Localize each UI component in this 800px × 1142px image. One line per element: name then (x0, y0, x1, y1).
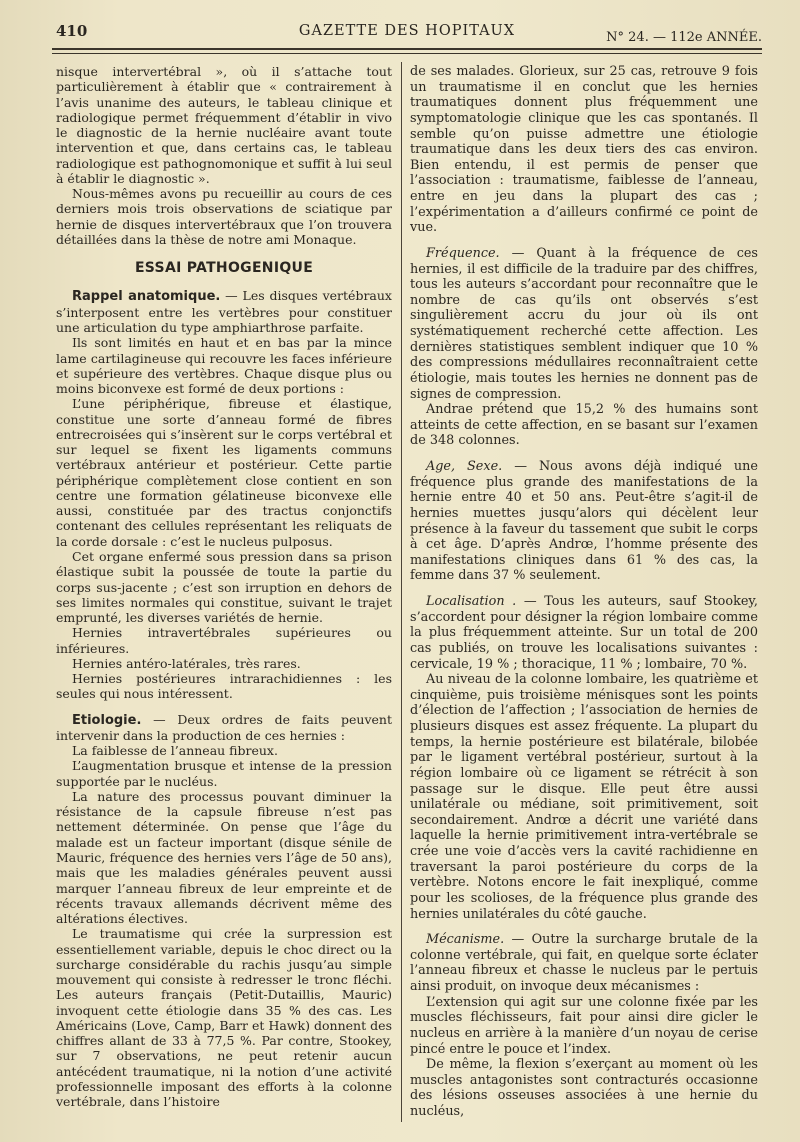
paragraph: La nature des processus pouvant diminuer la résistance de la capsule fibreuse n’est pas nettement déterminée. On pense que l’âge du malade est un facteur important (disque sénile de Mauric, fréquence des hernies vers l’âge de 50 ans), mais que les maladies générales peuvent aussi marquer l’anneau fibreux de leur empreinte et de récents travaux allemands décrivent même des altérations électives. (56, 788, 392, 927)
issue-number: N° 24. — 112e ANNÉE. (606, 30, 762, 45)
mecanisme-text: — Outre la surcharge brutale de la colonne vertébrale, qui fait, en quelque sorte éclater l’anneau fibreux et chasse le nucleus par le pertuis ainsi produit, on invoque deux mécanismes : (410, 932, 758, 994)
paragraph: de ses malades. Glorieux, sur 25 cas, retrouve 9 fois un traumatisme il en conclut que les hernies traumatiques donnent plus fréquemment une symptomatologie clinique que les cas spontanés. Il semble qu’on puisse admettre une étiologie traumatique dans les deux tiers des cas environ. Bien entendu, il est permis de penser que l’association : traumatisme, faiblesse de l’anneau, entre en jeu dans la plupart des cas ; l’expérimentation a d’ailleurs confirmé ce point de vue. (410, 64, 758, 236)
paragraph: Hernies intravertébrales supérieures ou inférieures. (56, 625, 392, 656)
paragraph: Hernies postérieures intrarachidiennes : les seules qui nous intéressent. (56, 671, 392, 702)
header-rule-thick (52, 48, 762, 50)
header-rule-thin (52, 53, 762, 54)
spacer (56, 702, 392, 712)
paragraph: L’extension qui agit sur une colonne fixée par les muscles fléchisseurs, fait pour ainsi dire gicler le nucleus en arrière à la manière d’un noyau de cerise pincé entre le pouce et l’index. (410, 994, 758, 1057)
paragraph: L’une périphérique, fibreuse et élastique, constitue une sorte d’anneau formé de fibres entrecroisées qui s’insèrent sur le corps vertébral et sur lequel se fixent les ligaments communs vertébraux antérieur et postérieur. Cette partie périphérique complètement close contient en son centre une formation gélatineuse biconvexe elle aussi, constituée par des tractus conjonctifs contenant des cellules représentant les reliquats de la corde dorsale : c’est le nucleus pulposus. (56, 396, 392, 549)
paragraph: L’augmentation brusque et intense de la pression supportée par le nucléus. (56, 758, 392, 789)
paragraph: De même, la flexion s’exerçant au moment où les muscles antagonistes sont contracturés occasionne des lésions osseuses associées à une hernie du nucléus, (410, 1057, 758, 1119)
paragraph: Au niveau de la colonne lombaire, les quatrième et cinquième, puis troisième ménisques sont les points d’élection de l’affection ; l’association de hernies de plusieurs disques est assez fréquente. La plupart du temps, la hernie postérieure est bilatérale, bilobée par le ligament vertébral postérieur, surtout à la région lombaire où ce ligament se rétrécit à son passage sur le disque. Elle peut être aussi unilatérale ou médiane, soit primitivement, soit secondairement. Andrœ a décrit une variété dans laquelle la hernie primitivement intra-vertébrale se crée une voie d’accès vers la cavité rachidienne en traversant la paroi postérieure du corps de la vertèbre. Notons encore le fait inexpliqué, comme pour les scolioses, de la fréquence plus grande des hernies unilatérales du côté gauche. (410, 672, 758, 922)
paragraph: nisque intervertébral », où il s’attache tout particulièrement à établir que « contrairement à l’avis unanime des auteurs, le tableau clinique et radiologique permet fréquemment d’établir in vivo le diagnostic de la hernie nucléaire avant toute intervention et que, dans certains cas, le tableau radiologique est pathognomonique et suffit à lui seul à établir le diagnostic ». (56, 64, 392, 186)
column-divider (401, 62, 402, 1122)
mecanisme-heading: Mécanisme. (426, 932, 505, 948)
paragraph-frequence (410, 246, 758, 402)
paragraph: La faiblesse de l’anneau fibreux. (72, 743, 278, 759)
paragraph: Andrae prétend que 15,2 % des humains sont atteints de cette affection, en se basant sur l’examen de 348 colonnes. (410, 402, 758, 449)
frequence-heading: Fréquence. (426, 245, 500, 261)
frequence-text: — Quant à la fréquence de ces hernies, il est difficile de la traduire par des chiffres, tous les auteurs s’accordant pour reconnaître que le nombre de cas qu’ils ont observés s’est singulièrement accru du jour où ils ont systématiquement recherché cette affection. Les dernières statistiques semblent indiquer que 10 % des compressions médullaires reconnaîtraient cette étiologie, mais toutes les hernies ne donnent pas de signes de compression. (410, 245, 758, 402)
spacer (410, 584, 758, 594)
paragraph: Cet organe enfermé sous pression dans sa prison élastique subit la poussée de toute la partie du corps sus-jacente ; c’est son irruption en dehors de ses limites normales qui constitue, suivant le trajet emprunté, les diverses variétés de hernie. (56, 548, 392, 626)
paragraph: Le traumatisme qui crée la surpression est essentiellement variable, depuis le choc direct ou la surcharge considérable du rachis jusqu’au simple mouvement qui consiste à redresser le tronc fléchi. Les auteurs français (Petit-Dutaillis, Mauric) invoquent cette étiologie dans 35 % des cas. Les Américains (Love, Camp, Barr et Hawk) donnent des chiffres allant de 33 à 77,5 %. Par contre, Stookey, sur 7 observations, ne peut retenir aucun antécédent traumatique, ni la notion d’une activité professionnelle imposant des efforts à la colonne vertébrale, dans l’histoire (56, 926, 392, 1110)
age-text: — Nous avons déjà indiqué une fréquence plus grande des manifestations de la hernie entre 40 et 50 ans. Peut-être s’agit-il de hernies muettes jusqu’alors qui décèlent leur présence à la faveur du tassement que subit le corps à cet âge. D’après Andrœ, l’homme présente des manifestations cliniques dans 61 % des cas, la femme dans 37 % seulement. (410, 459, 758, 584)
page-number: 410 (56, 22, 88, 40)
paragraph-mecanisme (410, 932, 758, 995)
spacer (410, 236, 758, 246)
paragraph-localisation (410, 594, 758, 672)
right-column (410, 64, 758, 1120)
paragraph: Hernies antéro-latérales, très rares. (72, 655, 301, 671)
section-title: ESSAI PATHOGENIQUE (134, 260, 314, 277)
spacer (410, 449, 758, 459)
page-header (52, 18, 762, 48)
left-column (56, 64, 392, 1110)
paragraph: Nous-mêmes avons pu recueillir au cours de ces derniers mois trois observations de sciatique par hernie de disques intervertébraux que l’on trouvera détaillées dans la thèse de notre ami Monaque. (56, 186, 392, 247)
rappel-text: — Les disques vertébraux s’interposent entre les vertèbres pour constituer une articulation du type amphiarthrose parfaite. (56, 288, 392, 335)
etiologie-heading: Etiologie. (72, 712, 142, 728)
localisation-text: — Tous les auteurs, sauf Stookey, s’accordent pour désigner la région lombaire comme la plus fréquemment atteinte. Sur un total de 200 cas publiés, on trouve les localisations suivantes : cervicale, 19 % ; thoracique, 11 % ; lombaire, 70 %. (410, 594, 758, 672)
paragraph-rappel (56, 288, 392, 335)
rappel-heading: Rappel anatomique. (72, 289, 221, 305)
age-heading: Age, Sexe. (426, 459, 503, 474)
spacer (410, 922, 758, 932)
paragraph-age (410, 459, 758, 584)
localisation-heading: Localisation . (426, 594, 517, 609)
paragraph-etiologie (56, 712, 392, 744)
journal-title: GAZETTE DES HOPITAUX (298, 23, 516, 39)
etiologie-text: — Deux ordres de faits peuvent intervenir dans la production de ces hernies : (56, 711, 392, 743)
paragraph: Ils sont limités en haut et en bas par la mince lame cartilagineuse qui recouvre les faces inférieure et supérieure des vertèbres. Chaque disque plus ou moins biconvexe est formé de deux portions : (56, 335, 392, 397)
